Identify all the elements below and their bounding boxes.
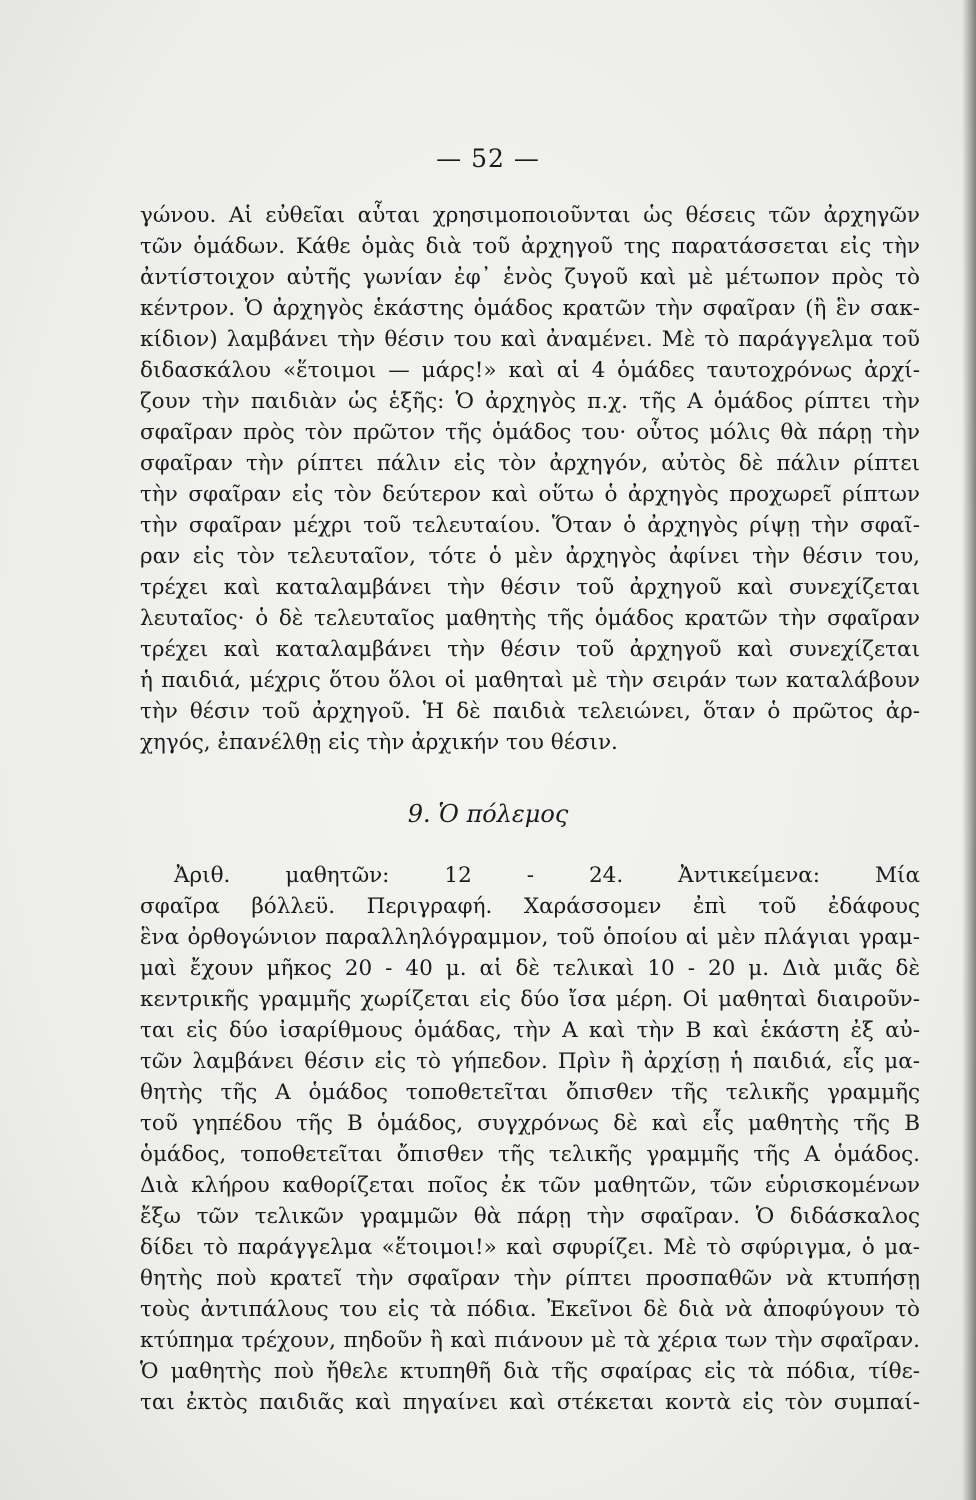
text-line: ἀντίστοιχον αὐτῆς γωνίαν ἐφ᾽ ἑνὸς ζυγοῦ καὶ μὲ μέτωπον πρὸς τὸ <box>140 265 920 290</box>
text-line: δίδει τὸ παράγγελμα «ἕτοιμοι!» καὶ σφυρίζει. Μὲ τὸ σφύριγμα, ὁ μα- <box>140 1235 920 1260</box>
text-line: κεντρικῆς γραμμῆς χωρίζεται εἰς δύο ἴσα μέρη. Οἱ μαθηταὶ διαιροῦν- <box>140 987 920 1012</box>
text-line: ἔξω τῶν τελικῶν γραμμῶν θὰ πάρῃ τὴν σφαῖραν. Ὁ διδάσκαλος <box>140 1204 920 1229</box>
text-line: ται εἰς δύο ἰσαρίθμους ὁμάδας, τὴν Α καὶ τὴν Β καὶ ἑκάστη ἐξ αὐ- <box>140 1018 920 1043</box>
paragraph-1 <box>140 200 920 758</box>
paragraph-2 <box>140 860 920 1418</box>
text-line: τὴν σφαῖραν μέχρι τοῦ τελευταίου. Ὅταν ὁ ἀρχηγὸς ρίψῃ τὴν σφαῖ- <box>140 513 920 538</box>
text-line: τρέχει καὶ καταλαμβάνει τὴν θέσιν τοῦ ἀρχηγοῦ καὶ συνεχίζεται <box>140 575 920 600</box>
text-line: γώνου. Αἱ εὐθεῖαι αὗται χρησιμοποιοῦνται ὡς θέσεις τῶν ἀρχηγῶν <box>140 203 920 228</box>
text-line: ἡ παιδιά, μέχρις ὅτου ὅλοι οἱ μαθηταὶ μὲ τὴν σειράν των καταλάβουν <box>140 668 920 693</box>
text-line: κέντρον. Ὁ ἀρχηγὸς ἑκάστης ὁμάδος κρατῶν τὴν σφαῖραν (ἢ ἓν σακ- <box>140 296 920 321</box>
text-line: λευταῖος· ὁ δὲ τελευταῖος μαθητὴς τῆς ὁμάδος κρατῶν τὴν σφαῖραν <box>140 606 920 631</box>
text-line: τοῦ γηπέδου τῆς Β ὁμάδος, συγχρόνως δὲ καὶ εἷς μαθητὴς τῆς Β <box>140 1111 920 1136</box>
text-line: ραν εἰς τὸν τελευταῖον, τότε ὁ μὲν ἀρχηγὸς ἀφίνει τὴν θέσιν του, <box>140 544 920 569</box>
text-line: ὁμάδος, τοποθετεῖται ὄπισθεν τῆς τελικῆς γραμμῆς τῆς Α ὁμάδος. <box>140 1142 920 1167</box>
text-line: ἓνα ὀρθογώνιον παραλληλόγραμμον, τοῦ ὁποίου αἱ μὲν πλάγιαι γραμ- <box>140 925 920 950</box>
text-line: σφαῖραν τὴν ρίπτει πάλιν εἰς τὸν ἀρχηγόν, αὐτὸς δὲ πάλιν ρίπτει <box>140 451 920 476</box>
text-line: τρέχει καὶ καταλαμβάνει τὴν θέσιν τοῦ ἀρχηγοῦ καὶ συνεχίζεται <box>140 637 920 662</box>
text-line: θητὴς τῆς Α ὁμάδος τοποθετεῖται ὄπισθεν τῆς τελικῆς γραμμῆς <box>140 1080 920 1105</box>
text-line: τὴν σφαῖραν εἰς τὸν δεύτερον καὶ οὕτω ὁ ἀρχηγὸς προχωρεῖ ρίπτων <box>140 482 920 507</box>
text-line: μαὶ ἔχουν μῆκος 20 - 40 μ. αἱ δὲ τελικαὶ 10 - 20 μ. Διὰ μιᾶς δὲ <box>140 956 920 981</box>
text-line: σφαῖρα βόλλεϋ. Περιγραφή. Χαράσσομεν ἐπὶ τοῦ ἐδάφους <box>140 894 920 919</box>
text-line: κίδιον) λαμβάνει τὴν θέσιν του καὶ ἀναμένει. Μὲ τὸ παράγγελμα τοῦ <box>140 327 920 352</box>
page-edge-shadow <box>962 0 976 1500</box>
section-title: 9. Ὁ πόλεμος <box>407 800 569 828</box>
text-line: ται ἐκτὸς παιδιᾶς καὶ πηγαίνει καὶ στέκεται κοντὰ εἰς τὸν συμπαί- <box>140 1390 920 1415</box>
text-line: ζουν τὴν παιδιὰν ὡς ἑξῆς: Ὁ ἀρχηγὸς π.χ. τῆς Α ὁμάδος ρίπτει τὴν <box>140 389 920 414</box>
text-line: θητὴς ποὺ κρατεῖ τὴν σφαῖραν τὴν ρίπτει προσπαθῶν νὰ κτυπήσῃ <box>140 1266 920 1291</box>
text-line: τὴν θέσιν τοῦ ἀρχηγοῦ. Ἡ δὲ παιδιὰ τελειώνει, ὅταν ὁ πρῶτος ἀρ- <box>140 699 920 724</box>
text-line: Ἀριθ. μαθητῶν: 12 - 24. Ἀντικείμενα: Μία <box>174 863 920 888</box>
text-line: κτύπημα τρέχουν, πηδοῦν ἢ καὶ πιάνουν μὲ τὰ χέρια των τὴν σφαῖραν. <box>140 1328 920 1353</box>
text-line: διδασκάλου «ἕτοιμοι — μάρς!» καὶ αἱ 4 ὁμάδες ταυτοχρόνως ἀρχί- <box>140 358 920 383</box>
text-line: τῶν λαμβάνει θέσιν εἰς τὸ γήπεδον. Πρὶν ἢ ἀρχίσῃ ἡ παιδιά, εἷς μα- <box>140 1049 920 1074</box>
text-line: τοὺς ἀντιπάλους του εἰς τὰ πόδια. Ἐκεῖνοι δὲ διὰ νὰ ἀποφύγουν τὸ <box>140 1297 920 1322</box>
text-line: χηγός, ἐπανέλθῃ εἰς τὴν ἀρχικήν του θέσιν. <box>140 730 618 755</box>
text-line: Ὁ μαθητὴς ποὺ ἤθελε κτυπηθῆ διὰ τῆς σφαίρας εἰς τὰ πόδια, τίθε- <box>140 1359 920 1384</box>
text-line: σφαῖραν πρὸς τὸν πρῶτον τῆς ὁμάδος του· οὗτος μόλις θὰ πάρῃ τὴν <box>140 420 920 445</box>
text-line: τῶν ὁμάδων. Κάθε ὁμὰς διὰ τοῦ ἀρχηγοῦ της παρατάσσεται εἰς τὴν <box>140 234 920 259</box>
page-number: — 52 — <box>436 144 540 173</box>
text-line: Διὰ κλήρου καθορίζεται ποῖος ἐκ τῶν μαθητῶν, τῶν εὑρισκομένων <box>140 1173 920 1198</box>
